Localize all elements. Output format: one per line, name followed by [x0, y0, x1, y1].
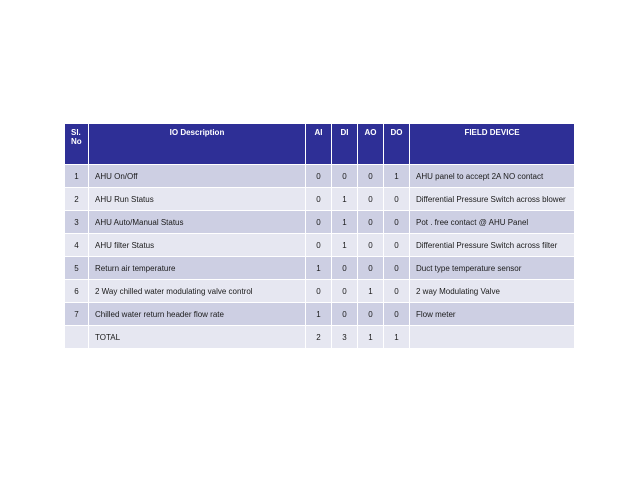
cell-sl: 4	[65, 234, 88, 256]
table-row	[65, 211, 574, 233]
cell-ao: 0	[358, 303, 383, 325]
cell-description: Return air temperature	[89, 257, 305, 279]
header-ao: AO	[358, 124, 383, 164]
table-row	[65, 234, 574, 256]
cell-field-device-empty	[410, 326, 574, 348]
table-header-row	[65, 124, 574, 164]
table-row	[65, 257, 574, 279]
cell-ao: 0	[358, 257, 383, 279]
cell-ao: 0	[358, 234, 383, 256]
cell-di: 1	[332, 188, 357, 210]
cell-ao: 0	[358, 188, 383, 210]
total-ai: 2	[306, 326, 331, 348]
cell-field-device: Differential Pressure Switch across blower	[410, 188, 574, 210]
cell-di: 0	[332, 303, 357, 325]
cell-sl: 6	[65, 280, 88, 302]
header-do: DO	[384, 124, 409, 164]
cell-field-device: Duct type temperature sensor	[410, 257, 574, 279]
cell-sl-empty	[65, 326, 88, 348]
table-row	[65, 188, 574, 210]
cell-sl: 7	[65, 303, 88, 325]
cell-do: 0	[384, 303, 409, 325]
cell-field-device: Pot . free contact @ AHU Panel	[410, 211, 574, 233]
header-io-description: IO Description	[89, 124, 305, 164]
cell-ai: 1	[306, 303, 331, 325]
cell-sl: 3	[65, 211, 88, 233]
cell-ai: 0	[306, 234, 331, 256]
cell-description: AHU On/Off	[89, 165, 305, 187]
total-row	[65, 326, 574, 348]
cell-description: AHU Auto/Manual Status	[89, 211, 305, 233]
cell-di: 0	[332, 165, 357, 187]
total-label: TOTAL	[89, 326, 305, 348]
cell-field-device: 2 way Modulating Valve	[410, 280, 574, 302]
cell-description: AHU filter Status	[89, 234, 305, 256]
cell-ao: 1	[358, 280, 383, 302]
cell-ai: 0	[306, 188, 331, 210]
cell-ai: 0	[306, 280, 331, 302]
total-do: 1	[384, 326, 409, 348]
header-sl-no: Sl. No	[65, 124, 88, 164]
cell-ao: 0	[358, 165, 383, 187]
header-ai: AI	[306, 124, 331, 164]
total-di: 3	[332, 326, 357, 348]
header-di: DI	[332, 124, 357, 164]
cell-do: 0	[384, 188, 409, 210]
cell-do: 0	[384, 234, 409, 256]
cell-field-device: AHU panel to accept 2A NO contact	[410, 165, 574, 187]
cell-description: 2 Way chilled water modulating valve control	[89, 280, 305, 302]
cell-di: 0	[332, 280, 357, 302]
cell-sl: 5	[65, 257, 88, 279]
table-row	[65, 280, 574, 302]
cell-di: 0	[332, 257, 357, 279]
table-row	[65, 303, 574, 325]
cell-ai: 0	[306, 211, 331, 233]
header-field-device: FIELD DEVICE	[410, 124, 574, 164]
cell-field-device: Differential Pressure Switch across filter	[410, 234, 574, 256]
cell-ai: 1	[306, 257, 331, 279]
cell-do: 0	[384, 211, 409, 233]
cell-do: 1	[384, 165, 409, 187]
cell-sl: 2	[65, 188, 88, 210]
cell-do: 0	[384, 257, 409, 279]
io-table	[64, 123, 575, 349]
cell-description: Chilled water return header flow rate	[89, 303, 305, 325]
cell-sl: 1	[65, 165, 88, 187]
cell-description: AHU Run Status	[89, 188, 305, 210]
cell-field-device: Flow meter	[410, 303, 574, 325]
cell-di: 1	[332, 211, 357, 233]
table-row	[65, 165, 574, 187]
cell-do: 0	[384, 280, 409, 302]
cell-di: 1	[332, 234, 357, 256]
cell-ao: 0	[358, 211, 383, 233]
cell-ai: 0	[306, 165, 331, 187]
total-ao: 1	[358, 326, 383, 348]
